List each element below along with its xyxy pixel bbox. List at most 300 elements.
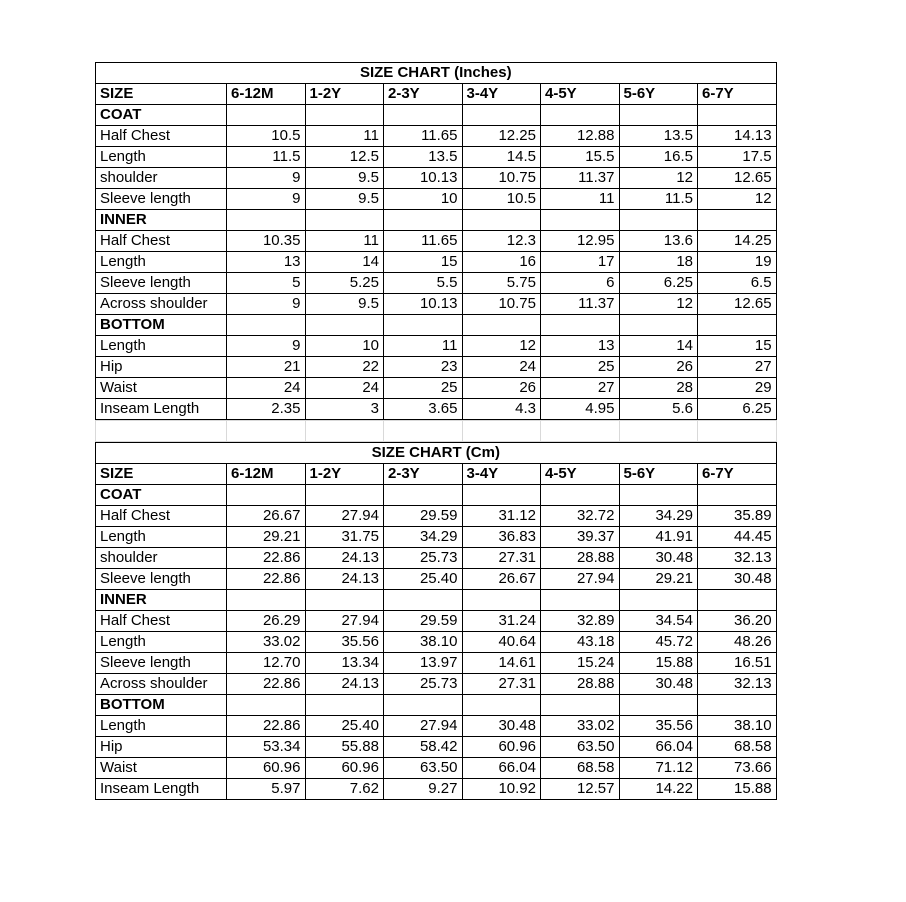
empty-cell	[619, 590, 698, 611]
cell-value: 22	[305, 357, 384, 378]
empty-cell	[462, 315, 541, 336]
empty-cell	[227, 590, 306, 611]
cell-value: 29.21	[227, 527, 306, 548]
cell-value: 16	[462, 252, 541, 273]
column-header: 6-7Y	[698, 464, 777, 485]
cell-value: 6	[541, 273, 620, 294]
section-label: BOTTOM	[96, 315, 227, 336]
section-label: INNER	[96, 210, 227, 231]
cell-value: 12	[619, 294, 698, 315]
cell-value: 13.5	[619, 126, 698, 147]
empty-cell	[698, 590, 777, 611]
section-row	[96, 105, 777, 126]
table-row	[96, 273, 777, 294]
table-row	[96, 168, 777, 189]
cell-value: 30.48	[698, 569, 777, 590]
cell-value: 32.13	[698, 548, 777, 569]
cell-value: 12.95	[541, 231, 620, 252]
empty-cell	[698, 695, 777, 716]
cell-value: 26	[462, 378, 541, 399]
empty-cell	[227, 315, 306, 336]
column-header: 3-4Y	[462, 464, 541, 485]
table-row	[96, 674, 777, 695]
cell-value: 9.27	[384, 779, 463, 800]
row-label: Length	[96, 716, 227, 737]
empty-cell	[462, 485, 541, 506]
cell-value: 15.5	[541, 147, 620, 168]
cell-value: 10.5	[227, 126, 306, 147]
empty-cell	[541, 590, 620, 611]
table-title-row	[96, 63, 777, 84]
cell-value: 35.56	[619, 716, 698, 737]
cell-value: 28	[619, 378, 698, 399]
cell-value: 24	[305, 378, 384, 399]
table-row	[96, 527, 777, 548]
cell-value: 30.48	[619, 674, 698, 695]
table-row	[96, 632, 777, 653]
empty-cell	[541, 315, 620, 336]
cell-value: 27.94	[384, 716, 463, 737]
row-label: Waist	[96, 758, 227, 779]
row-label: Sleeve length	[96, 569, 227, 590]
cell-value: 11.5	[227, 147, 306, 168]
gap-cell	[619, 421, 698, 442]
table-row	[96, 336, 777, 357]
empty-cell	[541, 695, 620, 716]
cell-value: 10.5	[462, 189, 541, 210]
section-row	[96, 590, 777, 611]
table-row	[96, 506, 777, 527]
cell-value: 12.65	[698, 294, 777, 315]
cell-value: 5.97	[227, 779, 306, 800]
column-header-row	[96, 464, 777, 485]
table-row	[96, 294, 777, 315]
cell-value: 10	[305, 336, 384, 357]
cell-value: 40.64	[462, 632, 541, 653]
cell-value: 3.65	[384, 399, 463, 420]
cell-value: 7.62	[305, 779, 384, 800]
row-label: Length	[96, 336, 227, 357]
cell-value: 11	[541, 189, 620, 210]
table-title-row	[96, 443, 777, 464]
cell-value: 29.21	[619, 569, 698, 590]
empty-cell	[305, 315, 384, 336]
row-label: Sleeve length	[96, 189, 227, 210]
gap-cell	[698, 421, 777, 442]
empty-cell	[227, 105, 306, 126]
column-header: 4-5Y	[541, 464, 620, 485]
column-header: SIZE	[96, 464, 227, 485]
cell-value: 25.73	[384, 548, 463, 569]
cell-value: 5	[227, 273, 306, 294]
cell-value: 5.6	[619, 399, 698, 420]
empty-cell	[541, 105, 620, 126]
section-label: BOTTOM	[96, 695, 227, 716]
cell-value: 12	[462, 336, 541, 357]
section-row	[96, 485, 777, 506]
empty-cell	[384, 315, 463, 336]
size-chart-sheet	[95, 62, 777, 800]
cell-value: 25	[541, 357, 620, 378]
row-label: Half Chest	[96, 126, 227, 147]
cell-value: 5.75	[462, 273, 541, 294]
cell-value: 31.12	[462, 506, 541, 527]
cell-value: 10.75	[462, 168, 541, 189]
row-label: Inseam Length	[96, 779, 227, 800]
table-row	[96, 611, 777, 632]
cell-value: 22.86	[227, 674, 306, 695]
cell-value: 14.61	[462, 653, 541, 674]
table-row	[96, 653, 777, 674]
cell-value: 41.91	[619, 527, 698, 548]
cell-value: 9.5	[305, 189, 384, 210]
row-label: Length	[96, 147, 227, 168]
cell-value: 26.67	[227, 506, 306, 527]
cell-value: 11.37	[541, 168, 620, 189]
table-row	[96, 357, 777, 378]
table-row	[96, 399, 777, 420]
cell-value: 58.42	[384, 737, 463, 758]
cell-value: 17.5	[698, 147, 777, 168]
cell-value: 13	[541, 336, 620, 357]
cell-value: 3	[305, 399, 384, 420]
cell-value: 22.86	[227, 716, 306, 737]
cell-value: 13	[227, 252, 306, 273]
cell-value: 11	[305, 231, 384, 252]
cell-value: 27	[541, 378, 620, 399]
cell-value: 60.96	[305, 758, 384, 779]
row-label: Inseam Length	[96, 399, 227, 420]
table-row	[96, 231, 777, 252]
cell-value: 71.12	[619, 758, 698, 779]
cell-value: 9.5	[305, 168, 384, 189]
spreadsheet-gap-gridlines	[95, 420, 777, 442]
cell-value: 36.20	[698, 611, 777, 632]
cell-value: 24.13	[305, 674, 384, 695]
cell-value: 43.18	[541, 632, 620, 653]
empty-cell	[227, 485, 306, 506]
cell-value: 11	[384, 336, 463, 357]
row-label: Across shoulder	[96, 674, 227, 695]
cell-value: 38.10	[698, 716, 777, 737]
table-row	[96, 758, 777, 779]
column-header-row	[96, 84, 777, 105]
cell-value: 15.88	[698, 779, 777, 800]
table-row	[96, 252, 777, 273]
empty-cell	[305, 105, 384, 126]
row-label: Sleeve length	[96, 653, 227, 674]
column-header: 3-4Y	[462, 84, 541, 105]
empty-cell	[541, 210, 620, 231]
empty-cell	[305, 485, 384, 506]
cell-value: 4.95	[541, 399, 620, 420]
row-label: Length	[96, 527, 227, 548]
column-header: 1-2Y	[305, 84, 384, 105]
cell-value: 68.58	[541, 758, 620, 779]
cell-value: 10.92	[462, 779, 541, 800]
cell-value: 29.59	[384, 506, 463, 527]
cell-value: 14.25	[698, 231, 777, 252]
column-header: 2-3Y	[384, 464, 463, 485]
cell-value: 32.89	[541, 611, 620, 632]
cell-value: 10	[384, 189, 463, 210]
row-label: Sleeve length	[96, 273, 227, 294]
cell-value: 13.5	[384, 147, 463, 168]
column-header: 2-3Y	[384, 84, 463, 105]
row-label: Hip	[96, 357, 227, 378]
cell-value: 9	[227, 168, 306, 189]
cell-value: 9	[227, 189, 306, 210]
cell-value: 12.57	[541, 779, 620, 800]
column-header: 5-6Y	[619, 464, 698, 485]
cell-value: 11.65	[384, 231, 463, 252]
cell-value: 39.37	[541, 527, 620, 548]
cell-value: 12.25	[462, 126, 541, 147]
cell-value: 27.94	[541, 569, 620, 590]
cell-value: 35.56	[305, 632, 384, 653]
cell-value: 25	[384, 378, 463, 399]
empty-cell	[619, 485, 698, 506]
cell-value: 32.72	[541, 506, 620, 527]
cell-value: 14	[305, 252, 384, 273]
cell-value: 18	[619, 252, 698, 273]
cell-value: 11.37	[541, 294, 620, 315]
row-label: shoulder	[96, 548, 227, 569]
table-row	[96, 716, 777, 737]
row-label: Hip	[96, 737, 227, 758]
cell-value: 24.13	[305, 548, 384, 569]
empty-cell	[462, 590, 541, 611]
cell-value: 6.25	[619, 273, 698, 294]
cell-value: 22.86	[227, 548, 306, 569]
cell-value: 12.65	[698, 168, 777, 189]
cell-value: 25.40	[384, 569, 463, 590]
cell-value: 14.13	[698, 126, 777, 147]
cell-value: 25.73	[384, 674, 463, 695]
cell-value: 27	[698, 357, 777, 378]
cell-value: 44.45	[698, 527, 777, 548]
section-row	[96, 210, 777, 231]
cell-value: 21	[227, 357, 306, 378]
cell-value: 27.31	[462, 548, 541, 569]
cell-value: 45.72	[619, 632, 698, 653]
cell-value: 5.5	[384, 273, 463, 294]
table-row	[96, 378, 777, 399]
cell-value: 33.02	[541, 716, 620, 737]
cell-value: 63.50	[541, 737, 620, 758]
cell-value: 15	[384, 252, 463, 273]
empty-cell	[619, 105, 698, 126]
cell-value: 10.13	[384, 294, 463, 315]
table-row	[96, 189, 777, 210]
cell-value: 22.86	[227, 569, 306, 590]
cell-value: 29.59	[384, 611, 463, 632]
cell-value: 11.5	[619, 189, 698, 210]
cell-value: 12.5	[305, 147, 384, 168]
cell-value: 12.3	[462, 231, 541, 252]
cell-value: 30.48	[462, 716, 541, 737]
cell-value: 10.35	[227, 231, 306, 252]
cell-value: 30.48	[619, 548, 698, 569]
column-header: 1-2Y	[305, 464, 384, 485]
row-label: Half Chest	[96, 506, 227, 527]
section-label: INNER	[96, 590, 227, 611]
cell-value: 26.67	[462, 569, 541, 590]
empty-cell	[462, 210, 541, 231]
cell-value: 25.40	[305, 716, 384, 737]
row-label: Length	[96, 252, 227, 273]
row-label: shoulder	[96, 168, 227, 189]
cell-value: 23	[384, 357, 463, 378]
gap-cell	[462, 421, 541, 442]
table-row	[96, 147, 777, 168]
cell-value: 26.29	[227, 611, 306, 632]
column-header: 6-12M	[227, 464, 306, 485]
cell-value: 11	[305, 126, 384, 147]
table-row	[96, 126, 777, 147]
table-row	[96, 779, 777, 800]
cell-value: 13.97	[384, 653, 463, 674]
size-chart-tables	[95, 62, 777, 800]
cell-value: 29	[698, 378, 777, 399]
cell-value: 34.54	[619, 611, 698, 632]
cell-value: 14.22	[619, 779, 698, 800]
cell-value: 28.88	[541, 674, 620, 695]
cell-value: 53.34	[227, 737, 306, 758]
cell-value: 66.04	[619, 737, 698, 758]
gap-cell	[384, 421, 463, 442]
empty-cell	[227, 210, 306, 231]
cell-value: 11.65	[384, 126, 463, 147]
size-chart-table	[95, 442, 777, 800]
cell-value: 13.6	[619, 231, 698, 252]
cell-value: 36.83	[462, 527, 541, 548]
section-row	[96, 695, 777, 716]
row-label: Half Chest	[96, 611, 227, 632]
empty-cell	[384, 210, 463, 231]
empty-cell	[384, 590, 463, 611]
cell-value: 66.04	[462, 758, 541, 779]
cell-value: 24	[227, 378, 306, 399]
cell-value: 4.3	[462, 399, 541, 420]
cell-value: 48.26	[698, 632, 777, 653]
table-row	[96, 569, 777, 590]
cell-value: 27.31	[462, 674, 541, 695]
cell-value: 33.02	[227, 632, 306, 653]
cell-value: 6.25	[698, 399, 777, 420]
empty-cell	[541, 485, 620, 506]
cell-value: 9	[227, 336, 306, 357]
cell-value: 60.96	[462, 737, 541, 758]
table-title: SIZE CHART (Inches)	[96, 63, 777, 84]
cell-value: 2.35	[227, 399, 306, 420]
empty-cell	[619, 695, 698, 716]
section-label: COAT	[96, 485, 227, 506]
cell-value: 34.29	[619, 506, 698, 527]
cell-value: 31.75	[305, 527, 384, 548]
row-label: Length	[96, 632, 227, 653]
empty-cell	[698, 105, 777, 126]
cell-value: 73.66	[698, 758, 777, 779]
cell-value: 17	[541, 252, 620, 273]
size-chart-table	[95, 62, 777, 420]
cell-value: 12	[698, 189, 777, 210]
cell-value: 9.5	[305, 294, 384, 315]
cell-value: 15	[698, 336, 777, 357]
cell-value: 28.88	[541, 548, 620, 569]
column-header: 6-12M	[227, 84, 306, 105]
column-header: 5-6Y	[619, 84, 698, 105]
gap-cell	[227, 421, 306, 442]
cell-value: 10.75	[462, 294, 541, 315]
cell-value: 35.89	[698, 506, 777, 527]
cell-value: 14	[619, 336, 698, 357]
cell-value: 5.25	[305, 273, 384, 294]
empty-cell	[227, 695, 306, 716]
cell-value: 12	[619, 168, 698, 189]
cell-value: 10.13	[384, 168, 463, 189]
row-label: Waist	[96, 378, 227, 399]
column-header: 4-5Y	[541, 84, 620, 105]
row-label: Across shoulder	[96, 294, 227, 315]
gap-cell	[541, 421, 620, 442]
cell-value: 32.13	[698, 674, 777, 695]
gap-cell	[96, 421, 227, 442]
cell-value: 9	[227, 294, 306, 315]
cell-value: 68.58	[698, 737, 777, 758]
cell-value: 38.10	[384, 632, 463, 653]
cell-value: 27.94	[305, 506, 384, 527]
cell-value: 16.5	[619, 147, 698, 168]
gap-cell	[305, 421, 384, 442]
empty-cell	[698, 315, 777, 336]
cell-value: 19	[698, 252, 777, 273]
cell-value: 31.24	[462, 611, 541, 632]
cell-value: 13.34	[305, 653, 384, 674]
table-row	[96, 548, 777, 569]
empty-cell	[698, 485, 777, 506]
cell-value: 27.94	[305, 611, 384, 632]
cell-value: 60.96	[227, 758, 306, 779]
cell-value: 14.5	[462, 147, 541, 168]
column-header: 6-7Y	[698, 84, 777, 105]
cell-value: 12.70	[227, 653, 306, 674]
empty-cell	[384, 485, 463, 506]
section-label: COAT	[96, 105, 227, 126]
cell-value: 16.51	[698, 653, 777, 674]
cell-value: 6.5	[698, 273, 777, 294]
table-row	[96, 737, 777, 758]
empty-cell	[384, 695, 463, 716]
empty-cell	[462, 695, 541, 716]
cell-value: 55.88	[305, 737, 384, 758]
cell-value: 24	[462, 357, 541, 378]
empty-cell	[698, 210, 777, 231]
empty-cell	[305, 210, 384, 231]
row-label: Half Chest	[96, 231, 227, 252]
column-header: SIZE	[96, 84, 227, 105]
table-title: SIZE CHART (Cm)	[96, 443, 777, 464]
empty-cell	[305, 590, 384, 611]
empty-cell	[619, 210, 698, 231]
empty-cell	[384, 105, 463, 126]
empty-cell	[305, 695, 384, 716]
empty-cell	[462, 105, 541, 126]
cell-value: 26	[619, 357, 698, 378]
section-row	[96, 315, 777, 336]
empty-cell	[619, 315, 698, 336]
cell-value: 24.13	[305, 569, 384, 590]
